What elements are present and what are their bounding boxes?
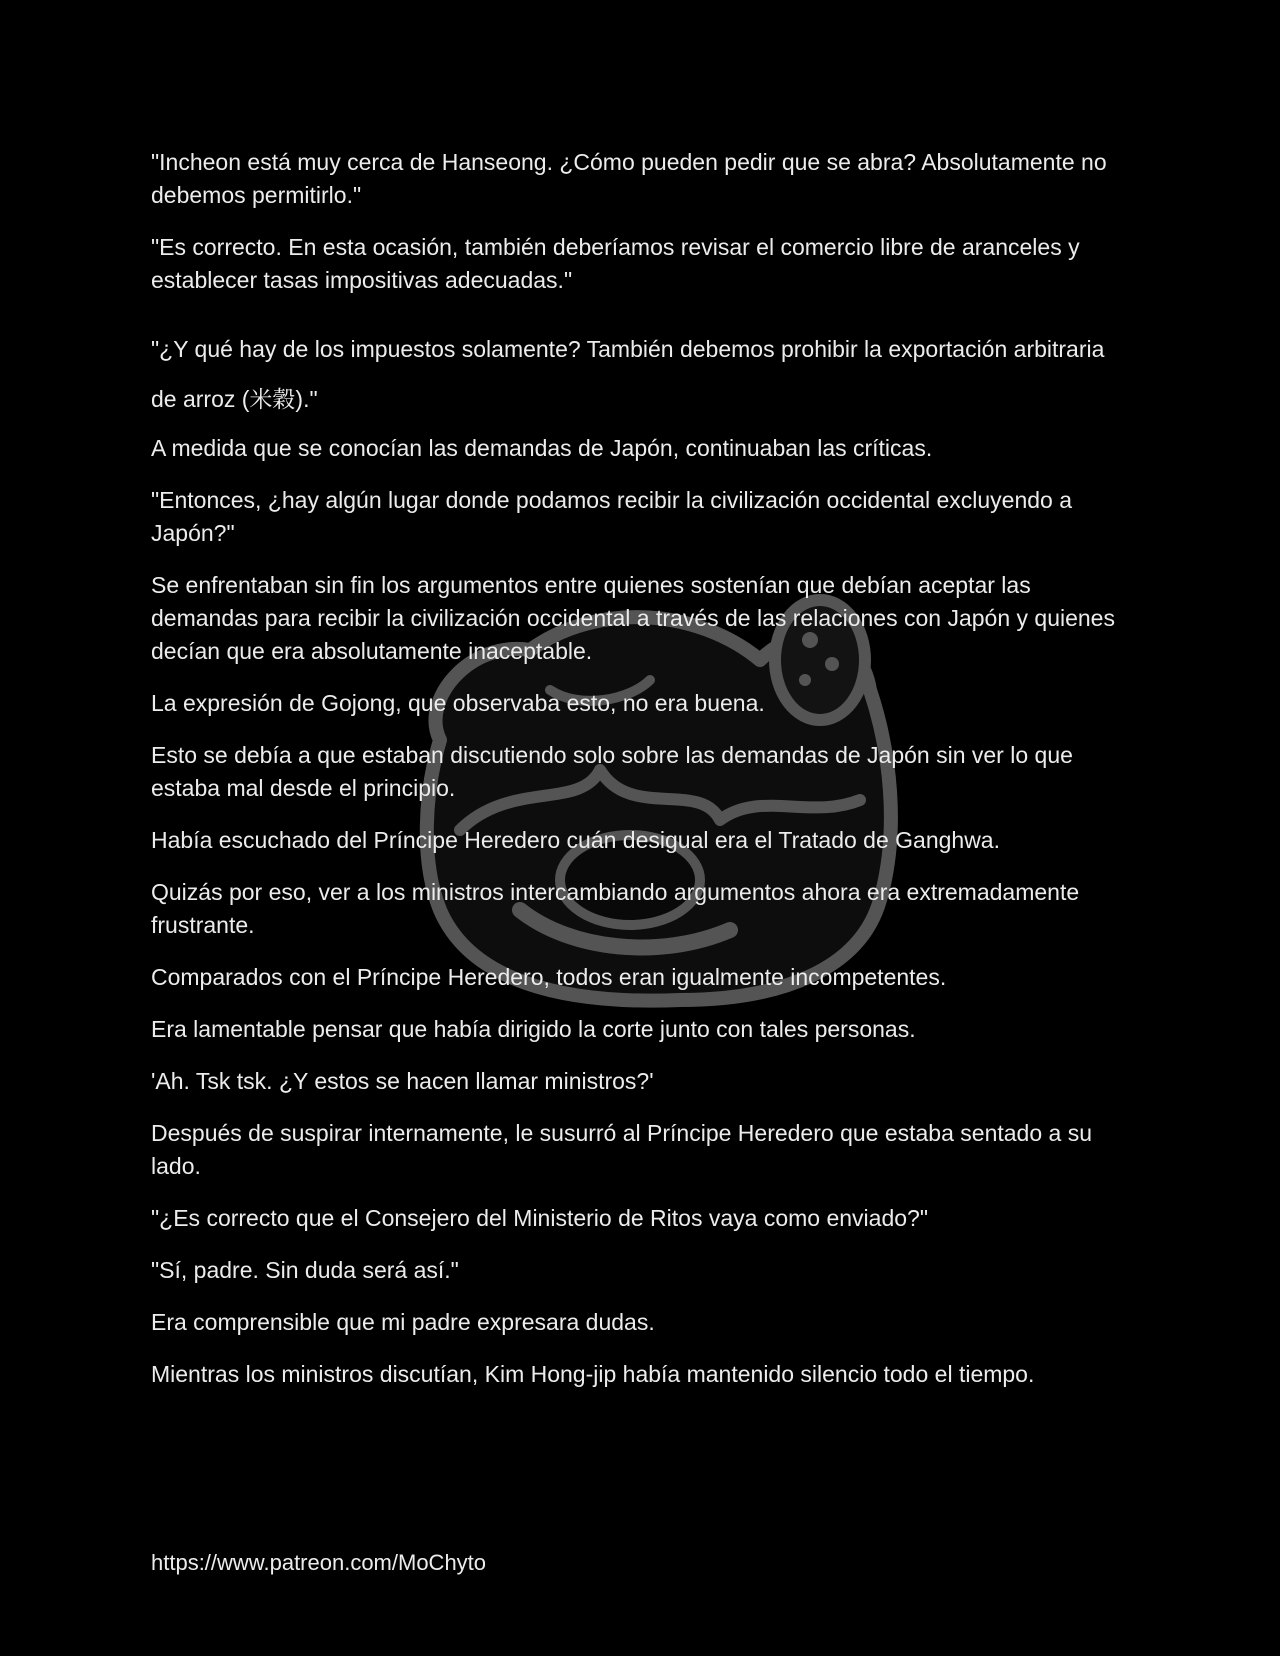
paragraph: Después de suspirar internamente, le susurró al Príncipe Heredero que estaba sentado a su lado. [151,1120,1092,1179]
paragraph: 'Ah. Tsk tsk. ¿Y estos se hacen llamar ministros?' [151,1068,654,1094]
paragraph: "Entonces, ¿hay algún lugar donde podamos recibir la civilización occidental excluyendo a Japón?" [151,487,1073,546]
paragraph: Quizás por eso, ver a los ministros intercambiando argumentos ahora era extremadamente frustrante. [151,879,1080,938]
patreon-link[interactable]: https://www.patreon.com/MoChyto [151,1550,487,1575]
paragraph: Esto se debía a que estaban discutiendo solo sobre las demandas de Japón sin ver lo que estaba mal desde el principio. [151,742,1073,801]
paragraph: "Es correcto. En esta ocasión, también deberíamos revisar el comercio libre de aranceles y establecer tasas impositivas adecuadas." [151,234,1080,293]
paragraph: Era lamentable pensar que había dirigido la corte junto con tales personas. [151,1016,916,1042]
paragraph: Comparados con el Príncipe Heredero, todos eran igualmente incompetentes. [151,964,947,990]
paragraph: Se enfrentaban sin fin los argumentos entre quienes sostenían que debían aceptar las demandas para recibir la civilización occidental a través de las relaciones con Japón y quienes decían que era absolutamente inaceptable. [151,572,1115,664]
paragraph: "Incheon está muy cerca de Hanseong. ¿Cómo pueden pedir que se abra? Absolutamente no debemos permitirlo." [151,149,1107,208]
paragraph: "¿Es correcto que el Consejero del Ministerio de Ritos vaya como enviado?" [151,1205,928,1231]
paragraph: "Sí, padre. Sin duda será así." [151,1257,459,1283]
paragraph: Mientras los ministros discutían, Kim Hong-jip había mantenido silencio todo el tiempo. [151,1361,1035,1387]
chapter-text [151,146,1131,1410]
paragraph: "¿Y qué hay de los impuestos solamente? También debemos prohibir la exportación arbitraria de arroz (米穀)." [151,336,1105,412]
paragraph: Era comprensible que mi padre expresara dudas. [151,1309,655,1335]
paragraph: La expresión de Gojong, que observaba esto, no era buena. [151,690,765,716]
paragraph: Había escuchado del Príncipe Heredero cuán desigual era el Tratado de Ganghwa. [151,827,1000,853]
paragraph: A medida que se conocían las demandas de Japón, continuaban las críticas. [151,435,933,461]
